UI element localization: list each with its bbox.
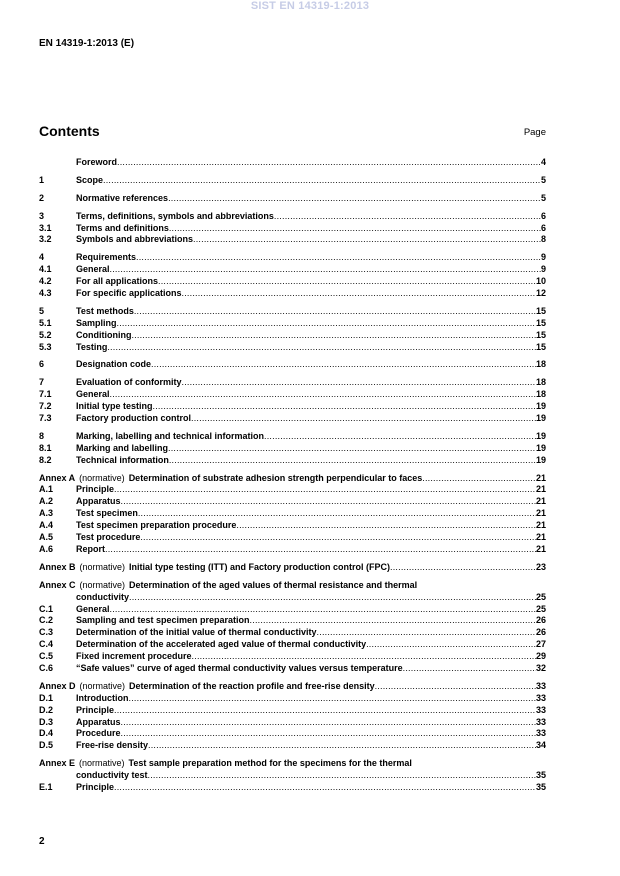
- toc-entry-page: 33: [535, 716, 546, 727]
- toc-entry[interactable]: [39, 377, 546, 389]
- toc-entry-title: General: [76, 389, 110, 400]
- toc-entry-title: Principle: [76, 781, 115, 792]
- toc-entry[interactable]: [39, 651, 546, 663]
- toc-dot-leader: [117, 157, 541, 169]
- toc-entry[interactable]: [39, 193, 546, 205]
- toc-entry-page: 27: [535, 639, 546, 650]
- toc-entry-page: 19: [535, 401, 546, 412]
- toc-entry-number: 3: [39, 210, 45, 221]
- toc-entry-title: Determination of the initial value of thermal conductivity: [76, 627, 317, 638]
- toc-entry-page: 21: [535, 484, 546, 495]
- toc-entry-number: 3.2: [39, 234, 52, 245]
- toc-entry[interactable]: [39, 496, 546, 508]
- toc-entry-title: For all applications: [76, 276, 159, 287]
- toc-dot-leader: [129, 693, 536, 705]
- toc-entry-title: Sampling and test specimen preparation: [76, 615, 250, 626]
- toc-entry[interactable]: [39, 342, 546, 354]
- toc-entry-page: 6: [540, 210, 546, 221]
- toc-entry-number: 2: [39, 192, 45, 203]
- toc-entry[interactable]: [39, 318, 546, 330]
- toc-entry[interactable]: [39, 770, 546, 782]
- toc-entry-number: 5.1: [39, 317, 52, 328]
- toc-entry-title: Normative references: [76, 192, 169, 203]
- toc-entry-title: Test methods: [76, 305, 134, 316]
- toc-annex-entry[interactable]: [39, 681, 546, 693]
- toc-entry[interactable]: [39, 639, 546, 651]
- toc-entry[interactable]: [39, 276, 546, 288]
- toc-annex-kind: (normative): [79, 680, 126, 691]
- toc-entry-title: Determination of the aged values of thermal resistance and thermal: [129, 579, 418, 590]
- toc-entry[interactable]: [39, 234, 546, 246]
- toc-dot-leader: [136, 252, 541, 264]
- toc-dot-leader: [250, 615, 536, 627]
- toc-entry-title: Terms and definitions: [76, 222, 169, 233]
- toc-entry-page: 21: [535, 496, 546, 507]
- toc-entry-title: conductivity test: [76, 770, 148, 781]
- toc-dot-leader: [110, 264, 541, 276]
- toc-dot-leader: [114, 705, 536, 717]
- toc-entry-page: 15: [535, 329, 546, 340]
- toc-entry-number: 4.1: [39, 264, 52, 275]
- toc-entry-title: “Safe values” curve of aged thermal conductivity values versus temperature: [76, 662, 403, 673]
- toc-entry-page: 9: [540, 264, 546, 275]
- toc-entry-number: 4: [39, 252, 45, 263]
- toc-entry-number: 7: [39, 377, 45, 388]
- toc-entry-page: 19: [535, 442, 546, 453]
- toc-entry-page: 35: [535, 770, 546, 781]
- toc-entry-page: 12: [535, 288, 546, 299]
- toc-dot-leader: [121, 496, 536, 508]
- toc-entry-title: Designation code: [76, 359, 152, 370]
- toc-entry-page: 21: [535, 508, 546, 519]
- toc-entry-number: 3.1: [39, 222, 52, 233]
- toc-entry-title: Principle: [76, 484, 115, 495]
- toc-entry-page: 21: [535, 472, 546, 483]
- toc-annex-entry[interactable]: [39, 758, 546, 770]
- toc-entry-number: C.3: [39, 627, 54, 638]
- toc-entry-title: Terms, definitions, symbols and abbreviations: [76, 210, 274, 221]
- toc-dot-leader: [236, 520, 536, 532]
- toc-entry-page: 15: [535, 341, 546, 352]
- toc-entry-page: 35: [535, 781, 546, 792]
- toc-entry-page: 15: [535, 317, 546, 328]
- toc-entry-number: D.1: [39, 692, 54, 703]
- toc-dot-leader: [140, 532, 536, 544]
- toc-entry-title: Apparatus: [76, 716, 121, 727]
- toc-entry-number: A.4: [39, 520, 54, 531]
- toc-entry-title: conductivity: [76, 591, 130, 602]
- toc-entry-number: 6: [39, 359, 45, 370]
- toc-entry-title: Principle: [76, 704, 115, 715]
- toc-entry[interactable]: [39, 532, 546, 544]
- toc-entry-number: D.3: [39, 716, 54, 727]
- toc-entry-title: Sampling: [76, 317, 117, 328]
- toc-dot-leader: [192, 651, 536, 663]
- toc-dot-leader: [274, 211, 541, 223]
- toc-entry-title: Report: [76, 543, 105, 554]
- toc-dot-leader: [110, 604, 536, 616]
- toc-entry[interactable]: [39, 288, 546, 300]
- toc-entry[interactable]: [39, 389, 546, 401]
- toc-entry-title: Testing: [76, 341, 108, 352]
- toc-entry[interactable]: [39, 740, 546, 752]
- toc-entry-number: A.2: [39, 496, 54, 507]
- toc-entry[interactable]: [39, 520, 546, 532]
- toc-entry-number: D.2: [39, 704, 54, 715]
- toc-entry[interactable]: [39, 663, 546, 675]
- toc-annex-entry[interactable]: [39, 580, 546, 592]
- toc-entry[interactable]: [39, 627, 546, 639]
- toc-dot-leader: [169, 455, 536, 467]
- toc-entry[interactable]: [39, 728, 546, 740]
- toc-entry[interactable]: [39, 717, 546, 729]
- toc-entry-page: 33: [535, 692, 546, 703]
- toc-entry-title: Determination of the accelerated aged value of thermal conductivity: [76, 639, 367, 650]
- toc-entry-page: 19: [535, 430, 546, 441]
- toc-entry[interactable]: [39, 359, 546, 371]
- toc-entry-page: 18: [535, 359, 546, 370]
- toc-dot-leader: [390, 562, 536, 574]
- toc-entry-page: 26: [535, 627, 546, 638]
- toc-annex-kind: (normative): [79, 579, 126, 590]
- toc-dot-leader: [168, 193, 541, 205]
- toc-entry[interactable]: [39, 306, 546, 318]
- toc-entry-page: 25: [535, 603, 546, 614]
- toc-dot-leader: [107, 342, 536, 354]
- toc-entry-number: E.1: [39, 781, 53, 792]
- toc-entry-page: 26: [535, 615, 546, 626]
- toc-entry-page: 19: [535, 413, 546, 424]
- toc-dot-leader: [375, 681, 536, 693]
- toc-dot-leader: [193, 234, 541, 246]
- toc-dot-leader: [403, 663, 536, 675]
- toc-annex-kind: (normative): [79, 561, 126, 572]
- toc-entry[interactable]: [39, 615, 546, 627]
- toc-entry-number: 4.3: [39, 288, 52, 299]
- toc-dot-leader: [169, 223, 541, 235]
- toc-entry-number: A.6: [39, 543, 54, 554]
- toc-entry-number: C.2: [39, 615, 54, 626]
- toc-entry-title: General: [76, 603, 110, 614]
- toc-entry-number: C.1: [39, 603, 54, 614]
- toc-entry-number: C.6: [39, 662, 54, 673]
- toc-entry-page: 15: [535, 305, 546, 316]
- toc-entry-title: Test procedure: [76, 532, 141, 543]
- toc-entry-number: 7.1: [39, 389, 52, 400]
- toc-entry-title: For specific applications: [76, 288, 182, 299]
- toc-entry-title: Free-rise density: [76, 740, 149, 751]
- toc-entry[interactable]: [39, 484, 546, 496]
- toc-dot-leader: [317, 627, 536, 639]
- toc-entry[interactable]: [39, 264, 546, 276]
- toc-entry-number: 5.2: [39, 329, 52, 340]
- toc-dot-leader: [110, 389, 536, 401]
- toc-entry-title: Apparatus: [76, 496, 121, 507]
- toc-dot-leader: [117, 318, 536, 330]
- toc-entry-title: Initial type testing: [76, 401, 153, 412]
- toc-entry-title: General: [76, 264, 110, 275]
- toc-entry-title: Requirements: [76, 252, 137, 263]
- toc-dot-leader: [105, 544, 536, 556]
- toc-entry-page: 25: [535, 591, 546, 602]
- toc-entry-title: Fixed increment procedure: [76, 651, 192, 662]
- toc-annex-label: Annex B: [39, 561, 76, 572]
- toc-entry-page: 18: [535, 377, 546, 388]
- toc-entry[interactable]: [39, 413, 546, 425]
- toc-entry-number: 1: [39, 174, 45, 185]
- toc-entry[interactable]: [39, 157, 546, 169]
- toc-dot-leader: [182, 288, 536, 300]
- toc-entry-number: 5.3: [39, 341, 52, 352]
- toc-entry-page: 4: [540, 157, 546, 167]
- toc-entry-page: 18: [535, 389, 546, 400]
- toc-entry-title: Initial type testing (ITT) and Factory production control (FPC): [129, 561, 391, 572]
- toc-dot-leader: [129, 592, 536, 604]
- toc-entry-number: A.3: [39, 508, 54, 519]
- toc-entry-number: 7.2: [39, 401, 52, 412]
- toc-entry-page: 5: [540, 174, 546, 185]
- toc-entry-number: 8: [39, 430, 45, 441]
- toc-entry-title: Foreword: [76, 157, 118, 167]
- toc-dot-leader: [264, 431, 536, 443]
- toc-entry-number: A.1: [39, 484, 54, 495]
- toc-entry-page: 10: [535, 276, 546, 287]
- toc-entry-title: Factory production control: [76, 413, 192, 424]
- toc-entry-page: 32: [535, 662, 546, 673]
- toc-dot-leader: [121, 717, 536, 729]
- toc-entry-title: Determination of the reaction profile and free-rise density: [129, 680, 375, 691]
- toc-annex-kind: (normative): [79, 472, 125, 483]
- toc-dot-leader: [121, 728, 536, 740]
- toc-entry-number: D.5: [39, 740, 54, 751]
- toc-entry-page: 21: [535, 543, 546, 554]
- toc-annex-entry[interactable]: [39, 562, 546, 574]
- toc-entry-number: 7.3: [39, 413, 52, 424]
- toc-entry-page: 5: [540, 192, 546, 203]
- toc-dot-leader: [168, 443, 536, 455]
- toc-entry[interactable]: [39, 223, 546, 235]
- toc-entry-page: 8: [540, 234, 546, 245]
- toc-annex-label: Annex A: [39, 472, 76, 483]
- toc-dot-leader: [103, 175, 541, 187]
- toc-entry-page: 19: [535, 454, 546, 465]
- toc-entry[interactable]: [39, 508, 546, 520]
- toc-entry-page: 29: [535, 651, 546, 662]
- document-id: EN 14319-1:2013 (E): [39, 38, 135, 49]
- toc-entry-page: 21: [535, 520, 546, 531]
- toc-entry-number: 8.1: [39, 442, 52, 453]
- toc-entry-page: 9: [540, 252, 546, 263]
- toc-entry[interactable]: [39, 431, 546, 443]
- toc-entry[interactable]: [39, 604, 546, 616]
- toc-entry-page: 6: [540, 222, 546, 233]
- toc-entry-title: Test sample preparation method for the specimens for the thermal: [128, 758, 412, 769]
- toc-entry-number: C.5: [39, 651, 54, 662]
- toc-annex-entry[interactable]: [39, 473, 546, 485]
- toc-entry[interactable]: [39, 330, 546, 342]
- toc-entry[interactable]: [39, 211, 546, 223]
- toc-dot-leader: [151, 359, 536, 371]
- toc-entry[interactable]: [39, 544, 546, 556]
- toc-entry-title: Evaluation of conformity: [76, 377, 182, 388]
- toc-entry[interactable]: [39, 693, 546, 705]
- toc-entry-number: D.4: [39, 728, 54, 739]
- toc-entry-number: C.4: [39, 639, 54, 650]
- toc-entry-page: 33: [535, 704, 546, 715]
- toc-entry-title: Determination of substrate adhesion strength perpendicular to faces: [128, 472, 423, 483]
- toc-dot-leader: [158, 276, 536, 288]
- toc-entry-page: 34: [535, 740, 546, 751]
- toc-annex-kind: (normative): [79, 758, 125, 769]
- toc-dot-leader: [114, 782, 536, 794]
- toc-entry[interactable]: [39, 782, 546, 794]
- toc-dot-leader: [191, 413, 536, 425]
- watermark: SIST EN 14319-1:2013: [250, 0, 370, 12]
- toc-annex-label: Annex D: [39, 680, 76, 691]
- toc-entry-page: 23: [535, 561, 546, 572]
- toc-dot-leader: [131, 330, 536, 342]
- toc-entry-title: Test specimen preparation procedure: [76, 520, 237, 531]
- toc-dot-leader: [366, 639, 536, 651]
- toc-entry-number: A.5: [39, 532, 54, 543]
- toc-entry-title: Introduction: [76, 692, 129, 703]
- toc-annex-label: Annex E: [39, 758, 76, 769]
- toc-entry-page: 21: [535, 532, 546, 543]
- toc-entry[interactable]: [39, 592, 546, 604]
- toc-dot-leader: [153, 401, 536, 413]
- toc-entry-title: Conditioning: [76, 329, 132, 340]
- toc-entry-number: 4.2: [39, 276, 52, 287]
- toc-entry-title: Marking, labelling and technical information: [76, 430, 265, 441]
- toc-dot-leader: [114, 484, 536, 496]
- toc-entry-title: Scope: [76, 174, 104, 185]
- toc-dot-leader: [422, 473, 536, 485]
- toc-dot-leader: [138, 508, 536, 520]
- toc-entry[interactable]: [39, 252, 546, 264]
- toc-entry[interactable]: [39, 175, 546, 187]
- toc-entry-page: 33: [535, 728, 546, 739]
- toc-entry[interactable]: [39, 443, 546, 455]
- toc-dot-leader: [134, 306, 536, 318]
- toc-entry-page: 33: [535, 680, 546, 691]
- toc-entry-title: Marking and labelling: [76, 442, 169, 453]
- toc-entry-title: Procedure: [76, 728, 121, 739]
- toc-entry[interactable]: [39, 705, 546, 717]
- toc-entry[interactable]: [39, 401, 546, 413]
- toc-dot-leader: [148, 740, 536, 752]
- toc-entry-number: 5: [39, 305, 45, 316]
- toc-entry-number: 8.2: [39, 454, 52, 465]
- toc-entry-title: Symbols and abbreviations: [76, 234, 194, 245]
- page-title: Contents: [39, 123, 100, 139]
- page-column-label: Page: [523, 127, 546, 138]
- toc-dot-leader: [148, 770, 536, 782]
- toc-dot-leader: [182, 377, 536, 389]
- toc-entry-title: Test specimen: [76, 508, 138, 519]
- toc-annex-label: Annex C: [39, 579, 76, 590]
- toc-entry-title: Technical information: [76, 454, 169, 465]
- page-number: 2: [39, 836, 45, 847]
- table-of-contents: [39, 157, 546, 794]
- toc-entry[interactable]: [39, 455, 546, 467]
